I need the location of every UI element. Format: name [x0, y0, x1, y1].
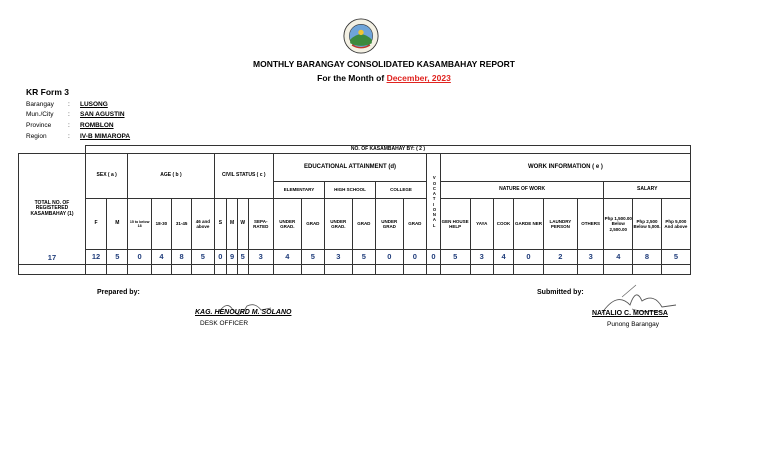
value-age-15-18: 0	[128, 249, 151, 264]
high-school-header: HIGH SCHOOL	[325, 182, 376, 199]
prepared-by-position: DESK OFFICER	[200, 320, 249, 327]
value-hs-undergrad: 3	[325, 249, 353, 264]
empty-cell	[151, 264, 171, 274]
college-header: COLLEGE	[376, 182, 427, 199]
col-single: S	[214, 199, 227, 250]
empty-cell	[403, 264, 426, 274]
info-label: Mun./City	[26, 111, 54, 118]
value-age-31-45: 8	[172, 249, 192, 264]
prepared-by-name: KAG. HENOURD M. SOLANO	[195, 309, 292, 316]
col-salary-1500-2500: Php 1,500.00 Below 2,500.00	[604, 199, 633, 250]
col-salary-2500-5000: Php 2,500 Below 5,000.	[633, 199, 662, 250]
value-others: 3	[577, 249, 604, 264]
info-municipality: Mun./City : SAN AGUSTIN	[26, 111, 125, 118]
empty-cell	[172, 264, 192, 274]
empty-cell	[128, 264, 151, 274]
col-age-18-30: 18-30	[151, 199, 171, 250]
submitted-by-position: Punong Barangay	[607, 321, 660, 328]
col-male: M	[107, 199, 128, 250]
col-age-46-above: 46 and above	[192, 199, 214, 250]
age-header: AGE ( b )	[128, 154, 214, 199]
elementary-header: ELEMENTARY	[274, 182, 325, 199]
empty-cell	[376, 264, 404, 274]
empty-cell	[301, 264, 324, 274]
educational-attainment-header: EDUCATIONAL ATTAINMENT (d)	[274, 154, 427, 182]
empty-cell	[248, 264, 274, 274]
value-yaya: 3	[470, 249, 493, 264]
col-yaya: YAYA	[470, 199, 493, 250]
empty-cell	[274, 264, 302, 274]
empty-cell	[661, 264, 690, 274]
col-laundry-person: LAUNDRY PERSON	[543, 199, 577, 250]
value-college-grad: 0	[403, 249, 426, 264]
empty-cell	[470, 264, 493, 274]
col-widowed: W	[237, 199, 248, 250]
month-prefix: For the Month of	[317, 73, 385, 83]
value-age-46-above: 5	[192, 249, 214, 264]
col-salary-5000-above: Php 5,000 And above	[661, 199, 690, 250]
info-value: LUSONG	[80, 101, 108, 108]
empty-cell	[325, 264, 353, 274]
info-value: IV-B MIMAROPA	[80, 133, 131, 140]
empty-cell	[493, 264, 513, 274]
empty-cell	[214, 264, 227, 274]
col-separated: SEPA-RATED	[248, 199, 274, 250]
value-cook: 4	[493, 249, 513, 264]
form-label: KR Form 3	[26, 87, 69, 97]
info-label: Province	[26, 122, 52, 129]
month-value: December, 2023	[386, 73, 451, 83]
col-elem-grad: GRAD	[301, 199, 324, 250]
col-age-15-18: 15 to below 18	[128, 199, 151, 250]
value-married: 9	[227, 249, 238, 264]
value-male: 5	[107, 249, 128, 264]
col-female: F	[85, 199, 106, 250]
empty-cell	[577, 264, 604, 274]
col-age-31-45: 31-45	[172, 199, 192, 250]
empty-cell	[107, 264, 128, 274]
empty-cell	[85, 264, 106, 274]
col-cook: COOK	[493, 199, 513, 250]
value-total: 17	[19, 253, 86, 263]
col-gen-house-help: GEN HOUSE HELP	[440, 199, 470, 250]
info-value: SAN AGUSTIN	[80, 111, 125, 118]
vocational-header: VOCATIONAL	[427, 154, 441, 249]
info-province: Province : ROMBLON	[26, 122, 114, 129]
no-of-kasambahay-header: NO. OF KASAMBAHAY BY: ( 2 )	[85, 146, 690, 154]
info-region: Region : IV-B MIMAROPA	[26, 133, 131, 140]
empty-cell	[237, 264, 248, 274]
empty-cell	[440, 264, 470, 274]
empty-cell	[352, 264, 375, 274]
col-others: OTHERS	[577, 199, 604, 250]
empty-cell	[604, 264, 633, 274]
info-barangay: Barangay : LUSONG	[26, 101, 108, 108]
submitted-by-name: NATALIO C. MONTESA	[592, 310, 668, 317]
col-hs-undergrad: UNDER GRAD.	[325, 199, 353, 250]
value-college-undergrad: 0	[376, 249, 404, 264]
barangay-seal-logo	[343, 18, 379, 54]
civil-status-header: CIVIL STATUS ( c )	[214, 154, 274, 199]
value-salary-5000-above: 5	[661, 249, 690, 264]
value-single: 0	[214, 249, 227, 264]
value-elem-grad: 5	[301, 249, 324, 264]
sex-header: SEX ( a )	[85, 154, 128, 199]
col-college-undergrad: UNDER GRAD	[376, 199, 404, 250]
info-label: Region	[26, 133, 47, 140]
report-title: MONTHLY BARANGAY CONSOLIDATED KASAMBAHAY REPORT	[253, 59, 515, 69]
empty-cell	[192, 264, 214, 274]
value-gen-house-help: 5	[440, 249, 470, 264]
empty-cell	[543, 264, 577, 274]
value-gardener: 0	[514, 249, 544, 264]
col-college-grad: GRAD	[403, 199, 426, 250]
empty-cell	[514, 264, 544, 274]
empty-cell	[427, 264, 441, 274]
info-value: ROMBLON	[80, 122, 114, 129]
value-female: 12	[85, 249, 106, 264]
value-vocational: 0	[427, 249, 441, 264]
col-gardener: GARDE NER	[514, 199, 544, 250]
value-laundry-person: 2	[543, 249, 577, 264]
value-salary-1500-2500: 4	[604, 249, 633, 264]
value-age-18-30: 4	[151, 249, 171, 264]
empty-cell	[227, 264, 238, 274]
kasambahay-report-table	[18, 145, 691, 275]
total-registered-header: TOTAL NO. OF REGISTERED KASAMBAHAY (1)	[19, 154, 86, 264]
value-elem-undergrad: 4	[274, 249, 302, 264]
col-married: M	[227, 199, 238, 250]
work-information-header: WORK INFORMATION ( e )	[440, 154, 690, 182]
blank-cell	[19, 146, 86, 154]
value-separated: 3	[248, 249, 274, 264]
info-label: Barangay	[26, 101, 54, 108]
submitted-by-label: Submitted by:	[537, 289, 584, 296]
prepared-by-label: Prepared by:	[97, 289, 140, 296]
report-month	[0, 73, 768, 83]
value-salary-2500-5000: 8	[633, 249, 662, 264]
col-hs-grad: GRAD	[352, 199, 375, 250]
salary-header: SALARY	[604, 182, 691, 199]
nature-of-work-header: NATURE OF WORK	[440, 182, 604, 199]
col-elem-undergrad: UNDER GRAD.	[274, 199, 302, 250]
empty-cell	[633, 264, 662, 274]
value-hs-grad: 5	[352, 249, 375, 264]
value-widowed: 5	[237, 249, 248, 264]
